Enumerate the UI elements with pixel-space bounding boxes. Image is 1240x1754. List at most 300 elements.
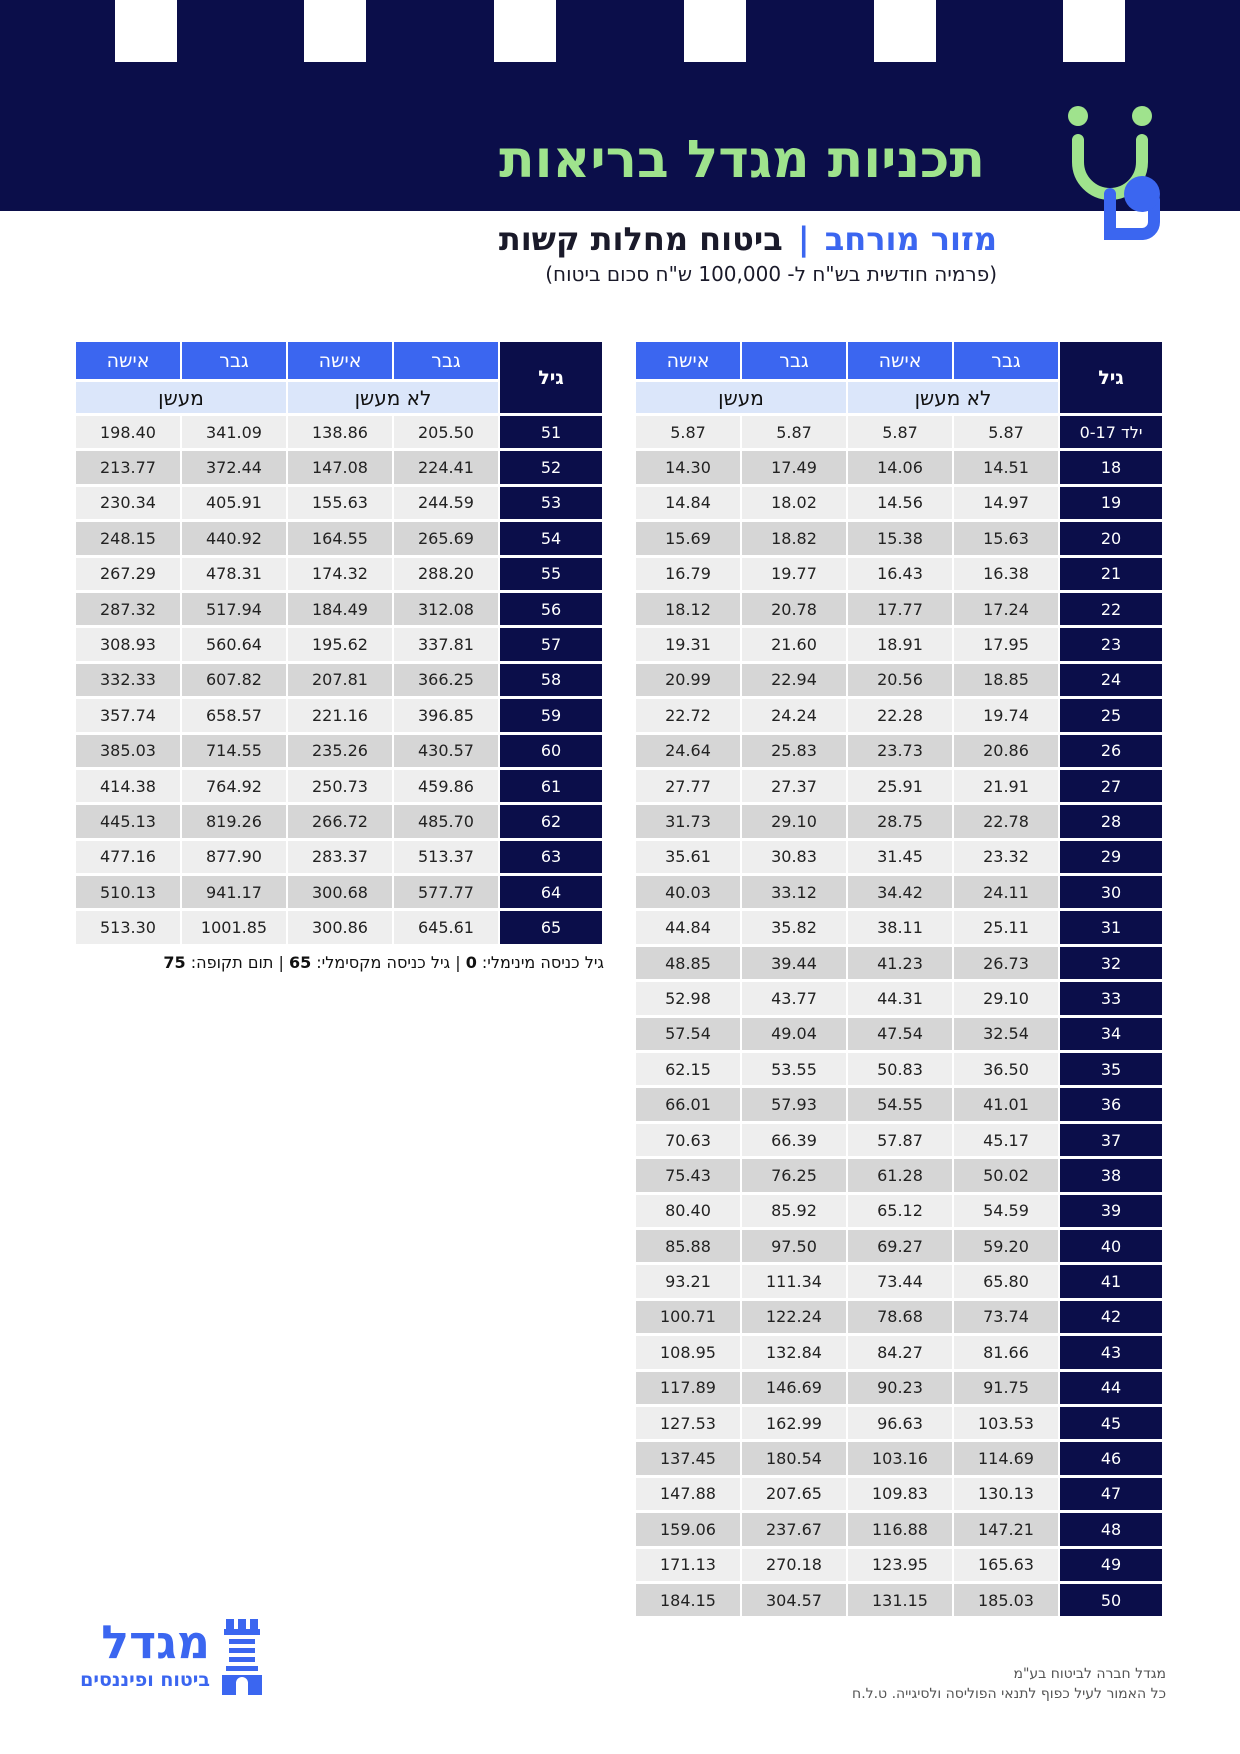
non-smoker-male-cell: 577.77 bbox=[394, 876, 500, 911]
non-smoker-male-cell: 337.81 bbox=[394, 628, 500, 663]
non-smoker-female-cell: 138.86 bbox=[288, 416, 394, 451]
smoker-male-cell: 25.83 bbox=[742, 735, 848, 770]
table-row bbox=[76, 699, 604, 734]
non-smoker-female-cell: 221.16 bbox=[288, 699, 394, 734]
age-cell: 28 bbox=[1060, 805, 1164, 840]
non-smoker-female-cell: 103.16 bbox=[848, 1442, 954, 1477]
non-smoker-female-cell: 25.91 bbox=[848, 770, 954, 805]
smoker-female-cell: 510.13 bbox=[76, 876, 182, 911]
age-cell: 39 bbox=[1060, 1195, 1164, 1230]
smoker-female-cell: 20.99 bbox=[636, 664, 742, 699]
table-row bbox=[76, 841, 604, 876]
non-smoker-male-cell: 23.32 bbox=[954, 841, 1060, 876]
table-row bbox=[76, 593, 604, 628]
non-smoker-female-cell: 38.11 bbox=[848, 911, 954, 946]
smoker-female-cell: 75.43 bbox=[636, 1159, 742, 1194]
table-row bbox=[636, 1230, 1164, 1265]
end-age-value: 75 bbox=[163, 953, 186, 972]
non-smoker-female-cell: 84.27 bbox=[848, 1336, 954, 1371]
table-row bbox=[76, 911, 604, 946]
age-cell: 45 bbox=[1060, 1407, 1164, 1442]
smoker-female-cell: 18.12 bbox=[636, 593, 742, 628]
table-row bbox=[76, 876, 604, 911]
non-smoker-male-cell: 14.97 bbox=[954, 487, 1060, 522]
age-cell: 27 bbox=[1060, 770, 1164, 805]
table-row bbox=[636, 1053, 1164, 1088]
table-row bbox=[76, 558, 604, 593]
smoker-male-cell: 819.26 bbox=[182, 805, 288, 840]
non-smoker-male-cell: 114.69 bbox=[954, 1442, 1060, 1477]
non-smoker-male-cell: 21.91 bbox=[954, 770, 1060, 805]
smoker-male-cell: 132.84 bbox=[742, 1336, 848, 1371]
rates-table-left bbox=[76, 342, 604, 947]
non-smoker-female-cell: 90.23 bbox=[848, 1372, 954, 1407]
smoker-male-cell: 30.83 bbox=[742, 841, 848, 876]
non-smoker-female-cell: 47.54 bbox=[848, 1018, 954, 1053]
table-row bbox=[636, 770, 1164, 805]
footer-terms: כל האמור לעיל כפוף לתנאי הפוליסה ולסיגייה. ט.ל.ח bbox=[852, 1686, 1166, 1702]
age-cell: 42 bbox=[1060, 1301, 1164, 1336]
age-cell: 30 bbox=[1060, 876, 1164, 911]
smoker-female-cell: 184.15 bbox=[636, 1584, 742, 1619]
smoker-female-cell: 57.54 bbox=[636, 1018, 742, 1053]
non-smoker-female-cell: 23.73 bbox=[848, 735, 954, 770]
smoker-male-cell: 1001.85 bbox=[182, 911, 288, 946]
non-smoker-female-cell: 65.12 bbox=[848, 1195, 954, 1230]
table-row bbox=[636, 1584, 1164, 1619]
non-smoker-female-cell: 14.56 bbox=[848, 487, 954, 522]
non-smoker-female-cell: 131.15 bbox=[848, 1584, 954, 1619]
smoker-female-cell: 385.03 bbox=[76, 735, 182, 770]
smoker-female-cell: 287.32 bbox=[76, 593, 182, 628]
smoker-female-cell: 248.15 bbox=[76, 522, 182, 557]
table-row bbox=[636, 416, 1164, 451]
table-row bbox=[636, 1442, 1164, 1477]
smoker-female-cell: 14.84 bbox=[636, 487, 742, 522]
smoker-male-cell: 76.25 bbox=[742, 1159, 848, 1194]
non-smoker-female-cell: 78.68 bbox=[848, 1301, 954, 1336]
non-smoker-female-cell: 20.56 bbox=[848, 664, 954, 699]
non-smoker-male-cell: 5.87 bbox=[954, 416, 1060, 451]
table-row bbox=[636, 558, 1164, 593]
non-smoker-male-cell: 50.02 bbox=[954, 1159, 1060, 1194]
non-smoker-female-cell: 15.38 bbox=[848, 522, 954, 557]
non-smoker-female-cell: 57.87 bbox=[848, 1124, 954, 1159]
smoker-female-cell: 100.71 bbox=[636, 1301, 742, 1336]
non-smoker-male-cell: 73.74 bbox=[954, 1301, 1060, 1336]
smoker-male-cell: 19.77 bbox=[742, 558, 848, 593]
non-smoker-male-cell: 645.61 bbox=[394, 911, 500, 946]
entry-age-note bbox=[76, 953, 604, 972]
smoker-male-cell: 20.78 bbox=[742, 593, 848, 628]
age-cell: 49 bbox=[1060, 1549, 1164, 1584]
page-title: תכניות מגדל בריאות bbox=[499, 130, 985, 190]
subtitle-product: מזור מורחב bbox=[824, 220, 997, 258]
non-smoker-male-cell: 65.80 bbox=[954, 1265, 1060, 1300]
non-smoker-male-cell: 130.13 bbox=[954, 1478, 1060, 1513]
smoker-male-cell: 607.82 bbox=[182, 664, 288, 699]
non-smoker-male-cell: 14.51 bbox=[954, 451, 1060, 486]
non-smoker-female-cell: 5.87 bbox=[848, 416, 954, 451]
smoker-male-cell: 372.44 bbox=[182, 451, 288, 486]
smoker-male-cell: 122.24 bbox=[742, 1301, 848, 1336]
non-smoker-male-cell: 17.95 bbox=[954, 628, 1060, 663]
non-smoker-female-cell: 164.55 bbox=[288, 522, 394, 557]
age-cell: 38 bbox=[1060, 1159, 1164, 1194]
table-row bbox=[636, 1478, 1164, 1513]
table-row bbox=[636, 1336, 1164, 1371]
smoker-male-cell: 560.64 bbox=[182, 628, 288, 663]
table-row bbox=[76, 735, 604, 770]
smoker-male-cell: 440.92 bbox=[182, 522, 288, 557]
table-row bbox=[636, 805, 1164, 840]
non-smoker-female-cell: 123.95 bbox=[848, 1549, 954, 1584]
age-cell: 41 bbox=[1060, 1265, 1164, 1300]
age-cell: 48 bbox=[1060, 1513, 1164, 1548]
smoker-header: מעשן bbox=[636, 382, 848, 416]
smoker-male-cell: 18.82 bbox=[742, 522, 848, 557]
smoker-female-cell: 308.93 bbox=[76, 628, 182, 663]
non-smoker-female-cell: 17.77 bbox=[848, 593, 954, 628]
min-age-label: גיל כניסה מינימלי: bbox=[476, 953, 604, 972]
age-cell: 37 bbox=[1060, 1124, 1164, 1159]
smoker-female-cell: 35.61 bbox=[636, 841, 742, 876]
table-row bbox=[636, 1513, 1164, 1548]
non-smoker-male-cell: 430.57 bbox=[394, 735, 500, 770]
min-age-value: 0 bbox=[465, 953, 477, 972]
table-row bbox=[636, 699, 1164, 734]
max-age-value: 65 bbox=[288, 953, 312, 972]
smoker-female-cell: 477.16 bbox=[76, 841, 182, 876]
header-notch bbox=[1063, 0, 1125, 62]
non-smoker-header: לא מעשן bbox=[848, 382, 1060, 416]
non-smoker-male-cell: 205.50 bbox=[394, 416, 500, 451]
female-header: אישה bbox=[636, 342, 742, 382]
smoker-male-cell: 478.31 bbox=[182, 558, 288, 593]
non-smoker-female-cell: 300.86 bbox=[288, 911, 394, 946]
table-row bbox=[636, 876, 1164, 911]
non-smoker-female-cell: 61.28 bbox=[848, 1159, 954, 1194]
table-row bbox=[636, 1018, 1164, 1053]
table-row bbox=[636, 1301, 1164, 1336]
age-cell: 29 bbox=[1060, 841, 1164, 876]
non-smoker-male-cell: 485.70 bbox=[394, 805, 500, 840]
male-header: גבר bbox=[742, 342, 848, 382]
smoker-male-cell: 5.87 bbox=[742, 416, 848, 451]
non-smoker-male-cell: 147.21 bbox=[954, 1513, 1060, 1548]
smoker-male-cell: 21.60 bbox=[742, 628, 848, 663]
smoker-female-cell: 40.03 bbox=[636, 876, 742, 911]
table-row bbox=[636, 628, 1164, 663]
age-cell: 46 bbox=[1060, 1442, 1164, 1477]
smoker-female-cell: 48.85 bbox=[636, 947, 742, 982]
migdal-logo bbox=[46, 1615, 266, 1705]
age-cell: 58 bbox=[500, 664, 604, 699]
table-row bbox=[636, 947, 1164, 982]
smoker-female-cell: 445.13 bbox=[76, 805, 182, 840]
non-smoker-male-cell: 16.38 bbox=[954, 558, 1060, 593]
non-smoker-male-cell: 20.86 bbox=[954, 735, 1060, 770]
non-smoker-female-cell: 50.83 bbox=[848, 1053, 954, 1088]
age-cell: 33 bbox=[1060, 982, 1164, 1017]
non-smoker-female-cell: 235.26 bbox=[288, 735, 394, 770]
smoker-male-cell: 162.99 bbox=[742, 1407, 848, 1442]
non-smoker-male-cell: 103.53 bbox=[954, 1407, 1060, 1442]
non-smoker-female-cell: 155.63 bbox=[288, 487, 394, 522]
max-age-label: גיל כניסה מקסימלי: bbox=[311, 953, 451, 972]
end-age-label: תום תקופה: bbox=[185, 953, 274, 972]
age-cell: 56 bbox=[500, 593, 604, 628]
table-row bbox=[76, 416, 604, 451]
non-smoker-male-cell: 36.50 bbox=[954, 1053, 1060, 1088]
age-cell: 20 bbox=[1060, 522, 1164, 557]
age-cell: 18 bbox=[1060, 451, 1164, 486]
table-row bbox=[636, 1124, 1164, 1159]
female-header: אישה bbox=[76, 342, 182, 382]
non-smoker-female-cell: 174.32 bbox=[288, 558, 394, 593]
smoker-female-cell: 80.40 bbox=[636, 1195, 742, 1230]
smoker-male-cell: 405.91 bbox=[182, 487, 288, 522]
subtitle-coverage: ביטוח מחלות קשות bbox=[498, 220, 783, 258]
table-row bbox=[636, 487, 1164, 522]
smoker-female-cell: 108.95 bbox=[636, 1336, 742, 1371]
age-cell: 19 bbox=[1060, 487, 1164, 522]
table-row bbox=[76, 487, 604, 522]
non-smoker-female-cell: 22.28 bbox=[848, 699, 954, 734]
non-smoker-female-cell: 184.49 bbox=[288, 593, 394, 628]
non-smoker-male-cell: 165.63 bbox=[954, 1549, 1060, 1584]
table-row bbox=[76, 664, 604, 699]
subtitle bbox=[499, 218, 997, 260]
table-row bbox=[636, 1372, 1164, 1407]
header-notch bbox=[494, 0, 556, 62]
non-smoker-male-cell: 32.54 bbox=[954, 1018, 1060, 1053]
non-smoker-female-cell: 147.08 bbox=[288, 451, 394, 486]
subtitle-separator: | bbox=[797, 220, 810, 258]
smoker-female-cell: 267.29 bbox=[76, 558, 182, 593]
smoker-female-cell: 137.45 bbox=[636, 1442, 742, 1477]
age-column-header: גיל bbox=[500, 342, 604, 416]
non-smoker-male-cell: 26.73 bbox=[954, 947, 1060, 982]
smoker-male-cell: 111.34 bbox=[742, 1265, 848, 1300]
non-smoker-female-cell: 14.06 bbox=[848, 451, 954, 486]
header-notch bbox=[304, 0, 366, 62]
smoker-male-cell: 33.12 bbox=[742, 876, 848, 911]
smoker-male-cell: 57.93 bbox=[742, 1088, 848, 1123]
age-cell: 26 bbox=[1060, 735, 1164, 770]
age-cell: 53 bbox=[500, 487, 604, 522]
age-cell: 60 bbox=[500, 735, 604, 770]
age-cell: 55 bbox=[500, 558, 604, 593]
smoker-female-cell: 147.88 bbox=[636, 1478, 742, 1513]
non-smoker-female-cell: 109.83 bbox=[848, 1478, 954, 1513]
non-smoker-male-cell: 224.41 bbox=[394, 451, 500, 486]
logo-wordmark: מגדל bbox=[101, 1615, 210, 1669]
stethoscope-icon bbox=[1030, 100, 1170, 250]
footer-disclaimer bbox=[770, 1664, 1166, 1704]
age-cell: 44 bbox=[1060, 1372, 1164, 1407]
male-header: גבר bbox=[394, 342, 500, 382]
non-smoker-female-cell: 28.75 bbox=[848, 805, 954, 840]
non-smoker-male-cell: 185.03 bbox=[954, 1584, 1060, 1619]
smoker-male-cell: 941.17 bbox=[182, 876, 288, 911]
smoker-male-cell: 35.82 bbox=[742, 911, 848, 946]
smoker-female-cell: 24.64 bbox=[636, 735, 742, 770]
note-separator: | bbox=[273, 953, 289, 972]
smoker-female-cell: 27.77 bbox=[636, 770, 742, 805]
smoker-male-cell: 85.92 bbox=[742, 1195, 848, 1230]
smoker-male-cell: 517.94 bbox=[182, 593, 288, 628]
smoker-female-cell: 22.72 bbox=[636, 699, 742, 734]
table-row bbox=[636, 1159, 1164, 1194]
non-smoker-female-cell: 207.81 bbox=[288, 664, 394, 699]
age-cell: 40 bbox=[1060, 1230, 1164, 1265]
non-smoker-female-cell: 34.42 bbox=[848, 876, 954, 911]
smoker-male-cell: 49.04 bbox=[742, 1018, 848, 1053]
age-cell: 64 bbox=[500, 876, 604, 911]
non-smoker-male-cell: 81.66 bbox=[954, 1336, 1060, 1371]
smoker-female-cell: 5.87 bbox=[636, 416, 742, 451]
premium-note: (פרמיה חודשית בש"ח ל- 100,000 ש"ח סכום ביטוח) bbox=[545, 262, 997, 286]
non-smoker-male-cell: 244.59 bbox=[394, 487, 500, 522]
smoker-female-cell: 93.21 bbox=[636, 1265, 742, 1300]
table-row bbox=[76, 628, 604, 663]
smoker-female-cell: 357.74 bbox=[76, 699, 182, 734]
table-row bbox=[636, 1407, 1164, 1442]
age-cell: 57 bbox=[500, 628, 604, 663]
age-cell: 21 bbox=[1060, 558, 1164, 593]
non-smoker-female-cell: 41.23 bbox=[848, 947, 954, 982]
non-smoker-male-cell: 18.85 bbox=[954, 664, 1060, 699]
smoker-female-cell: 213.77 bbox=[76, 451, 182, 486]
logo-tagline: ביטוח ופיננסים bbox=[80, 1669, 210, 1691]
table-row bbox=[76, 805, 604, 840]
table-row bbox=[636, 911, 1164, 946]
non-smoker-male-cell: 45.17 bbox=[954, 1124, 1060, 1159]
non-smoker-male-cell: 22.78 bbox=[954, 805, 1060, 840]
header-notch bbox=[874, 0, 936, 62]
smoker-female-cell: 14.30 bbox=[636, 451, 742, 486]
age-cell: 61 bbox=[500, 770, 604, 805]
non-smoker-male-cell: 366.25 bbox=[394, 664, 500, 699]
non-smoker-male-cell: 91.75 bbox=[954, 1372, 1060, 1407]
table-row bbox=[636, 451, 1164, 486]
table-row bbox=[636, 522, 1164, 557]
male-header: גבר bbox=[954, 342, 1060, 382]
non-smoker-female-cell: 250.73 bbox=[288, 770, 394, 805]
age-cell: 25 bbox=[1060, 699, 1164, 734]
non-smoker-male-cell: 513.37 bbox=[394, 841, 500, 876]
table-row bbox=[636, 1088, 1164, 1123]
table-row bbox=[636, 1195, 1164, 1230]
smoker-female-cell: 85.88 bbox=[636, 1230, 742, 1265]
non-smoker-female-cell: 73.44 bbox=[848, 1265, 954, 1300]
age-cell: 36 bbox=[1060, 1088, 1164, 1123]
smoker-male-cell: 53.55 bbox=[742, 1053, 848, 1088]
non-smoker-female-cell: 96.63 bbox=[848, 1407, 954, 1442]
age-cell: 32 bbox=[1060, 947, 1164, 982]
non-smoker-female-cell: 300.68 bbox=[288, 876, 394, 911]
smoker-male-cell: 97.50 bbox=[742, 1230, 848, 1265]
smoker-female-cell: 127.53 bbox=[636, 1407, 742, 1442]
smoker-male-cell: 66.39 bbox=[742, 1124, 848, 1159]
non-smoker-female-cell: 195.62 bbox=[288, 628, 394, 663]
non-smoker-male-cell: 288.20 bbox=[394, 558, 500, 593]
smoker-male-cell: 658.57 bbox=[182, 699, 288, 734]
age-cell: ילד 0-17 bbox=[1060, 416, 1164, 451]
smoker-male-cell: 270.18 bbox=[742, 1549, 848, 1584]
female-header: אישה bbox=[288, 342, 394, 382]
smoker-male-cell: 877.90 bbox=[182, 841, 288, 876]
age-cell: 65 bbox=[500, 911, 604, 946]
non-smoker-male-cell: 15.63 bbox=[954, 522, 1060, 557]
smoker-female-cell: 198.40 bbox=[76, 416, 182, 451]
smoker-male-cell: 714.55 bbox=[182, 735, 288, 770]
smoker-female-cell: 66.01 bbox=[636, 1088, 742, 1123]
table-row bbox=[636, 841, 1164, 876]
non-smoker-male-cell: 25.11 bbox=[954, 911, 1060, 946]
smoker-male-cell: 207.65 bbox=[742, 1478, 848, 1513]
smoker-female-cell: 52.98 bbox=[636, 982, 742, 1017]
smoker-female-cell: 16.79 bbox=[636, 558, 742, 593]
age-cell: 22 bbox=[1060, 593, 1164, 628]
age-cell: 43 bbox=[1060, 1336, 1164, 1371]
age-cell: 24 bbox=[1060, 664, 1164, 699]
rates-table-right bbox=[636, 342, 1164, 1619]
non-smoker-male-cell: 19.74 bbox=[954, 699, 1060, 734]
note-separator: | bbox=[450, 953, 466, 972]
smoker-male-cell: 29.10 bbox=[742, 805, 848, 840]
age-cell: 50 bbox=[1060, 1584, 1164, 1619]
age-cell: 31 bbox=[1060, 911, 1164, 946]
smoker-male-cell: 24.24 bbox=[742, 699, 848, 734]
smoker-female-cell: 159.06 bbox=[636, 1513, 742, 1548]
smoker-female-cell: 513.30 bbox=[76, 911, 182, 946]
smoker-female-cell: 70.63 bbox=[636, 1124, 742, 1159]
smoker-male-cell: 180.54 bbox=[742, 1442, 848, 1477]
smoker-male-cell: 22.94 bbox=[742, 664, 848, 699]
table-row bbox=[636, 982, 1164, 1017]
smoker-female-cell: 171.13 bbox=[636, 1549, 742, 1584]
age-cell: 59 bbox=[500, 699, 604, 734]
smoker-female-cell: 15.69 bbox=[636, 522, 742, 557]
non-smoker-male-cell: 312.08 bbox=[394, 593, 500, 628]
smoker-male-cell: 146.69 bbox=[742, 1372, 848, 1407]
non-smoker-female-cell: 266.72 bbox=[288, 805, 394, 840]
age-cell: 23 bbox=[1060, 628, 1164, 663]
smoker-male-cell: 43.77 bbox=[742, 982, 848, 1017]
female-header: אישה bbox=[848, 342, 954, 382]
table-row bbox=[76, 522, 604, 557]
table-row bbox=[76, 451, 604, 486]
smoker-male-cell: 341.09 bbox=[182, 416, 288, 451]
male-header: גבר bbox=[182, 342, 288, 382]
age-cell: 54 bbox=[500, 522, 604, 557]
smoker-header: מעשן bbox=[76, 382, 288, 416]
non-smoker-male-cell: 265.69 bbox=[394, 522, 500, 557]
tower-icon bbox=[218, 1619, 266, 1699]
table-row bbox=[636, 735, 1164, 770]
table-row bbox=[76, 770, 604, 805]
non-smoker-male-cell: 24.11 bbox=[954, 876, 1060, 911]
table-row bbox=[636, 664, 1164, 699]
smoker-female-cell: 230.34 bbox=[76, 487, 182, 522]
non-smoker-female-cell: 54.55 bbox=[848, 1088, 954, 1123]
age-cell: 63 bbox=[500, 841, 604, 876]
smoker-male-cell: 17.49 bbox=[742, 451, 848, 486]
non-smoker-male-cell: 54.59 bbox=[954, 1195, 1060, 1230]
smoker-female-cell: 19.31 bbox=[636, 628, 742, 663]
